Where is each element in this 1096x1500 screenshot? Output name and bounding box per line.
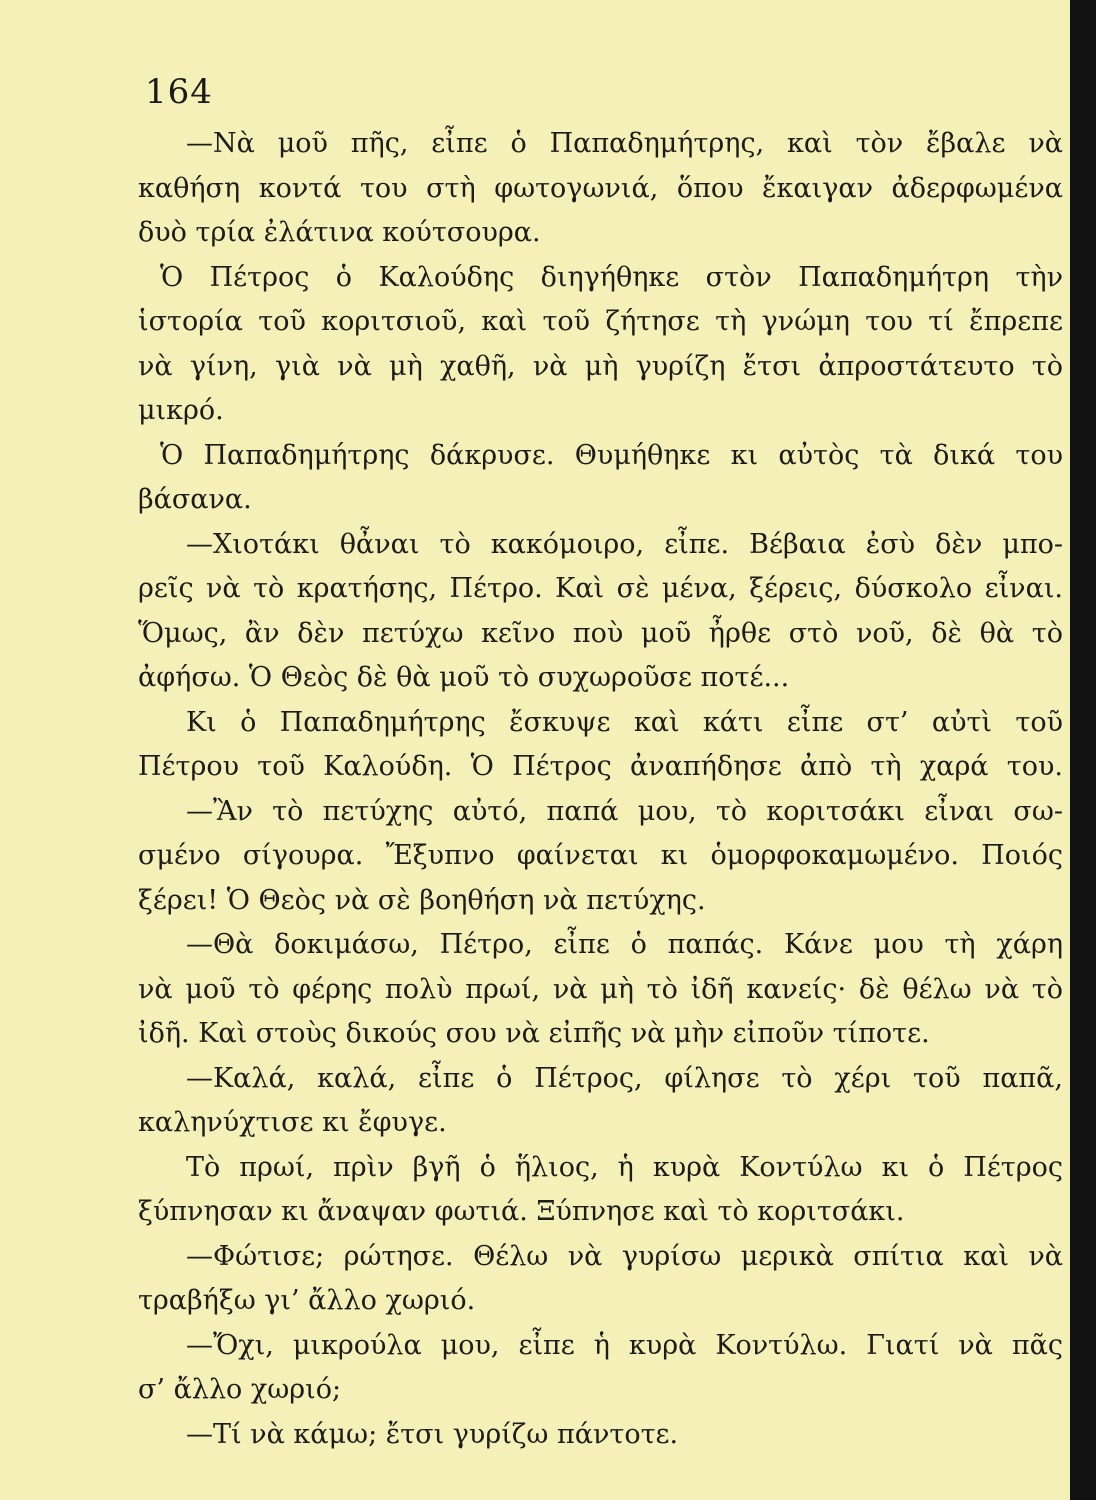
text-line: —Ὄχι, μικρούλα μου, εἶπε ἡ κυρὰ Κοντύλω. Γιατί νὰ πᾶς [186,1329,1063,1361]
page-edge [1070,0,1096,1500]
text-line: ξύπνησαν κι ἄναψαν φωτιά. Ξύπνησε καὶ τὸ κοριτσάκι. [138,1196,905,1227]
text-line: ξέρει! Ὁ Θεὸς νὰ σὲ βοηθήση νὰ πετύχης. [138,884,706,916]
text-line: —Θὰ δοκιμάσω, Πέτρο, εἶπε ὁ παπάς. Κάνε μου τὴ χάρη [186,929,1063,960]
text-line: ρεῖς νὰ τὸ κρατήσης, Πέτρο. Καὶ σὲ μένα, ξέρεις, δύσκολο εἶναι. [138,573,1063,604]
text-line: Ὅμως, ἂν δὲν πετύχω κεῖνο ποὺ μοῦ ἦρθε στὸ νοῦ, δὲ θὰ τὸ [138,617,1063,649]
text-line: δυὸ τρία ἐλάτινα κούτσουρα. [138,217,541,248]
page-number: 164 [145,72,213,112]
text-line: σ’ ἄλλο χωριό; [138,1374,342,1405]
text-line: ἰδῆ. Καὶ στοὺς δικούς σου νὰ εἰπῆς νὰ μὴν εἰποῦν τίποτε. [138,1018,930,1049]
text-line: —Φώτισε; ρώτησε. Θέλω νὰ γυρίσω μερικὰ σπίτια καὶ νὰ [186,1240,1063,1272]
text-line: —Καλά, καλά, εἶπε ὁ Πέτρος, φίλησε τὸ χέρι τοῦ παπᾶ, [186,1062,1063,1094]
text-line: Ὁ Παπαδημήτρης δάκρυσε. Θυμήθηκε κι αὐτὸς τὰ δικά του [160,439,1063,471]
text-line: καληνύχτισε κι ἔφυγε. [138,1107,447,1138]
text-line: νὰ γίνη, γιὰ νὰ μὴ χαθῆ, νὰ μὴ γυρίζη ἔτσι ἀπροστάτευτο τὸ [138,350,1063,382]
text-line: —Ἂν τὸ πετύχης αὐτό, παπά μου, τὸ κοριτσάκι εἶναι σω- [186,795,1063,827]
text-line: —Τί νὰ κάμω; ἔτσι γυρίζω πάντοτε. [186,1418,679,1450]
text-line: Τὸ πρωί, πρὶν βγῆ ὁ ἥλιος, ἡ κυρὰ Κοντύλω κι ὁ Πέτρος [186,1151,1063,1183]
text-line: νὰ μοῦ τὸ φέρης πολὺ πρωί, νὰ μὴ τὸ ἰδῆ κανείς· δὲ θέλω νὰ τὸ [138,973,1063,1005]
text-line: καθήση κοντά του στὴ φωτογωνιά, ὅπου ἔκαιγαν ἀδερφωμένα [138,172,1063,204]
text-line: Πέτρου τοῦ Καλούδη. Ὁ Πέτρος ἀναπήδησε ἀπὸ τὴ χαρά του. [138,751,1063,782]
text-line: μικρό. [138,395,224,426]
text-line: ἱστορία τοῦ κοριτσιοῦ, καὶ τοῦ ζήτησε τὴ γνώμη του τί ἔπρεπε [138,306,1063,337]
text-line: τραβήξω γι’ ἄλλο χωριό. [138,1285,476,1316]
text-line: σμένο σίγουρα. Ἔξυπνο φαίνεται κι ὁμορφοκαμωμένο. Ποιός [138,840,1063,871]
body-text [138,122,1063,1457]
text-line: βάσανα. [138,484,252,515]
text-line: Κι ὁ Παπαδημήτρης ἔσκυψε καὶ κάτι εἶπε στ’ αὐτὶ τοῦ [186,706,1063,738]
text-line: —Νὰ μοῦ πῆς, εἶπε ὁ Παπαδημήτρης, καὶ τὸν ἔβαλε νὰ [186,128,1063,159]
text-line: Ὁ Πέτρος ὁ Καλούδης διηγήθηκε στὸν Παπαδημήτρη τὴν [160,261,1063,293]
text-line: ἀφήσω. Ὁ Θεὸς δὲ θὰ μοῦ τὸ συχωροῦσε ποτέ... [138,662,790,693]
text-line: —Χιοτάκι θἆναι τὸ κακόμοιρο, εἶπε. Βέβαια ἐσὺ δὲν μπο- [186,528,1063,560]
